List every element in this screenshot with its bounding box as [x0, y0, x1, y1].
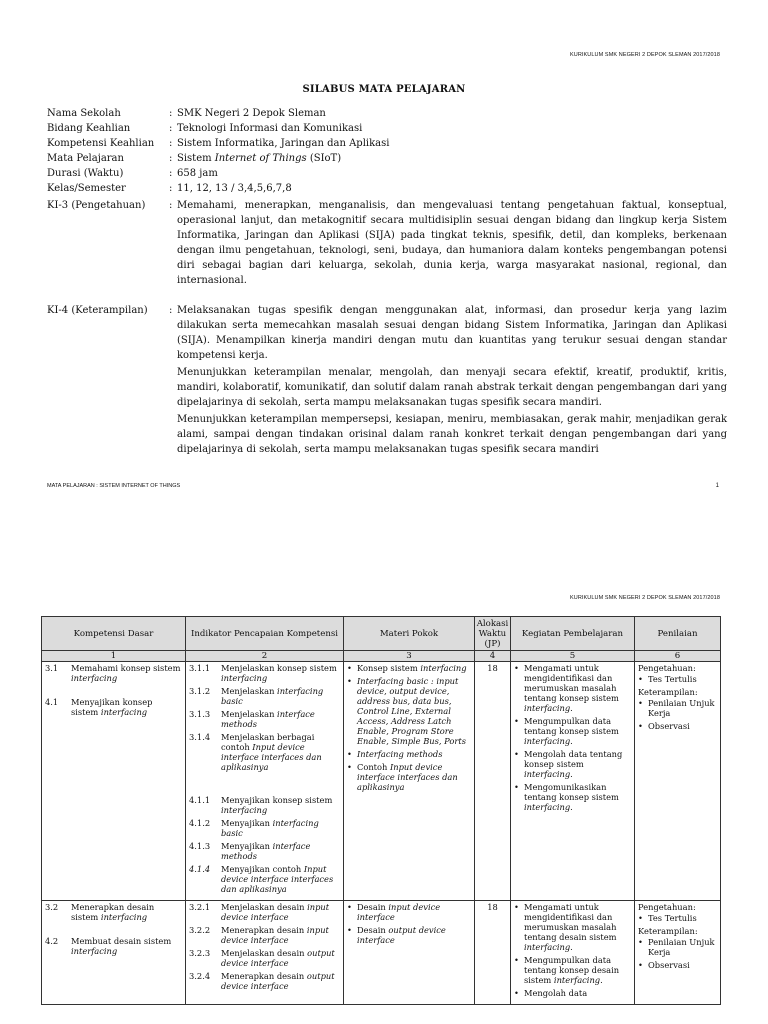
header-penilaian: Penilaian	[635, 617, 721, 651]
ki4-text	[177, 303, 727, 457]
materi-item: • Contoh Input device interface interfaces dan aplikasinya	[347, 762, 458, 792]
info-label: Mata Pelajaran	[47, 153, 124, 164]
page-gap	[0, 500, 768, 580]
page-1	[0, 0, 768, 500]
table-row	[42, 901, 721, 1005]
syllabus-table	[41, 616, 721, 1005]
header-materi-pokok: Materi Pokok	[344, 617, 475, 651]
indicator-cell	[186, 662, 344, 901]
running-header: KURIKULUM SMK NEGERI 2 DEPOK SLEMAN 2017/2018	[570, 595, 720, 601]
kd-cell	[42, 662, 186, 901]
kd-item: 3.1 Memahami konsep sistem interfacing	[45, 663, 181, 683]
materi-cell	[344, 662, 475, 901]
col-number: 3	[344, 651, 475, 662]
header-indikator: Indikator Pencapaian Kompetensi	[186, 617, 344, 651]
indicator-item: 4.1.4 Menyajikan contoh Input device interface interfaces dan aplikasinya	[189, 864, 334, 894]
col-number: 2	[186, 651, 344, 662]
col-number: 6	[635, 651, 721, 662]
page-number: 1	[715, 483, 719, 489]
info-row: Bidang Keahlian : Teknologi Informasi dan Komunikasi	[47, 121, 727, 136]
info-value: 11, 12, 13 / 3,4,5,6,7,8	[177, 183, 292, 194]
info-label: Durasi (Waktu)	[47, 168, 124, 179]
header-kegiatan: Kegiatan Pembelajaran	[511, 617, 635, 651]
kegiatan-item: • Mengolah data	[514, 988, 588, 998]
info-label: Kompetensi Keahlian	[47, 138, 155, 149]
info-value: Teknologi Informasi dan Komunikasi	[177, 123, 363, 134]
kegiatan-item: • Mengolah data tentang konsep sistem interfacing.	[514, 749, 623, 779]
kegiatan-item: • Mengumpulkan data tentang konsep desain sistem interfacing.	[514, 955, 620, 985]
indicator-item: 4.1.3 Menyajikan interface methods	[189, 841, 311, 861]
syllabus-info	[47, 106, 727, 457]
kegiatan-cell	[511, 662, 635, 901]
indicator-item: 3.2.1 Menjelaskan desain input device interface	[189, 902, 330, 922]
info-row: Durasi (Waktu) : 658 jam	[47, 166, 727, 181]
info-row: Nama Sekolah : SMK Negeri 2 Depok Sleman	[47, 106, 727, 121]
indicator-item: 3.1.1 Menjelaskan konsep sistem interfacing	[189, 663, 337, 683]
header-alokasi-waktu: Alokasi Waktu (JP)	[475, 617, 511, 651]
penilaian-item: • Tes Tertulis	[638, 913, 697, 923]
indicator-item: 4.1.1 Menyajikan konsep sistem interfacing	[189, 795, 333, 815]
jp-cell: 18	[475, 662, 511, 901]
indicator-item: 3.2.3 Menjelaskan desain output device interface	[189, 948, 335, 968]
indicator-item: 3.1.3 Menjelaskan interface methods	[189, 709, 315, 729]
info-label: KI-3 (Pengetahuan)	[47, 200, 146, 211]
info-row-ki4: KI-4 (Keterampilan) : Melaksanakan tugas spesifik dengan menggunakan alat, informasi, dan prosedur kerja yang lazim dilakukan serta memecahkan masalah sesuai dengan bidang Sistem Informatika, Jaringan dan Aplikasi (SIJA). Menampilkan kinerja mandiri dengan mutu dan kuantitas yang terukur sesuai dengan standar kompetensi kerja. Menunjukkan keterampilan menalar, mengolah, dan menyaji secara efektif, kreatif, produktif, kritis, mandiri, kolaboratif, komunikatif, dan solutif dalam ranah abstrak terkait dengan pengembangan dari yang dipelajarinya di sekolah, serta mampu melaksanakan tugas spesifik secara mandiri. Menunjukkan keterampilan mempersepsi, kesiapan, meniru, membiasakan, gerak mahir, menjadikan gerak alami, sampai dengan tindakan orisinal dalam ranah konkret terkait dengan pengembangan dari yang dipelajarinya di sekolah, serta mampu melaksanakan tugas spesifik secara mandiri	[47, 305, 727, 455]
info-value: 658 jam	[177, 168, 218, 179]
jp-cell: 18	[475, 901, 511, 1005]
col-number: 1	[42, 651, 186, 662]
running-header: KURIKULUM SMK NEGERI 2 DEPOK SLEMAN 2017/2018	[570, 52, 720, 58]
info-value: Sistem Internet of Things (SIoT)	[177, 153, 342, 164]
indicator-item: 3.1.2 Menjelaskan interfacing basic	[189, 686, 324, 706]
kd-item: 4.1 Menyajikan konsep sistem interfacing	[45, 697, 153, 717]
kd-item: 3.2 Menerapkan desain sistem interfacing	[45, 902, 155, 922]
document-title: SILABUS MATA PELAJARAN	[302, 84, 466, 95]
materi-item: • Desain output device interface	[347, 925, 446, 945]
info-value: SMK Negeri 2 Depok Sleman	[177, 108, 326, 119]
penilaian-item: • Observasi	[638, 960, 690, 970]
info-row-ki3: KI-3 (Pengetahuan) : Memahami, menerapkan, menganalisis, dan mengevaluasi tentang pengetahuan faktual, konseptual, operasional lanjut, dan metakognitif secara multidisiplin sesuai dengan bidang dan lingkup kerja Sistem Informatika, Jaringan dan Aplikasi (SIJA) pada tingkat teknis, spesifik, detil, dan kompleks, berkenaan dengan ilmu pengetahuan, teknologi, seni, budaya, dan humaniora dalam konteks pengembangan potensi diri sebagai bagian dari keluarga, sekolah, dunia kerja, warga masyarakat nasional, regional, dan internasional.	[47, 200, 727, 286]
ki4-paragraph: Menunjukkan keterampilan menalar, mengolah, dan menyaji secara efektif, kreatif, produktif, kritis, mandiri, kolaboratif, komunikatif, dan solutif dalam ranah abstrak terkait dengan pengembangan dari yang dipelajarinya di sekolah, serta mampu melaksanakan tugas spesifik secara mandiri.	[177, 367, 727, 408]
ki4-paragraph: Melaksanakan tugas spesifik dengan menggunakan alat, informasi, dan prosedur kerja yang lazim dilakukan serta memecahkan masalah sesuai dengan bidang Sistem Informatika, Jaringan dan Aplikasi (SIJA). Menampilkan kinerja mandiri dengan mutu dan kuantitas yang terukur sesuai dengan standar kompetensi kerja.	[177, 305, 727, 361]
info-value: Sistem Informatika, Jaringan dan Aplikasi	[177, 138, 390, 149]
materi-item: • Interfacing basic : input device, output device, address bus, data bus, Control Line, External Access, Address Latch Enable, Program Store Enable, Simple Bus, Ports	[347, 676, 466, 746]
materi-item: • Konsep sistem interfacing	[347, 663, 467, 673]
info-label: Nama Sekolah	[47, 108, 121, 119]
penilaian-item: • Penilaian Unjuk Kerja	[638, 937, 715, 957]
indicator-item: 3.2.2 Menerapkan desain input device interface	[189, 925, 329, 945]
header-kompetensi-dasar: Kompetensi Dasar	[42, 617, 186, 651]
materi-item: • Interfacing methods	[347, 749, 443, 759]
ki4-paragraph: Menunjukkan keterampilan mempersepsi, kesiapan, meniru, membiasakan, gerak mahir, menjadikan gerak alami, sampai dengan tindakan orisinal dalam ranah konkret terkait dengan pengembangan dari yang dipelajarinya di sekolah, serta mampu melaksanakan tugas spesifik secara mandiri	[177, 414, 727, 455]
info-label: KI-4 (Keterampilan)	[47, 305, 148, 316]
col-number: 5	[511, 651, 635, 662]
indicator-item: 3.1.4 Menjelaskan berbagai contoh Input device interface interfaces dan aplikasinya	[189, 732, 322, 772]
info-row: Kompetensi Keahlian : Sistem Informatika, Jaringan dan Aplikasi	[47, 136, 727, 151]
ki3-text: Memahami, menerapkan, menganalisis, dan mengevaluasi tentang pengetahuan faktual, konseptual, operasional lanjut, dan metakognitif secara multidisiplin sesuai dengan bidang dan lingkup kerja Sistem Informatika, Jaringan dan Aplikasi (SIJA) pada tingkat teknis, spesifik, detil, dan kompleks, berkenaan dengan ilmu pengetahuan, teknologi, seni, budaya, dan humaniora dalam konteks pengembangan potensi diri sebagai bagian dari keluarga, sekolah, dunia kerja, warga masyarakat nasional, regional, dan internasional.	[177, 200, 727, 286]
col-number: 4	[475, 651, 511, 662]
kd-cell	[42, 901, 186, 1005]
table-row	[42, 662, 721, 901]
penilaian-item: • Observasi	[638, 721, 690, 731]
indicator-item: 3.2.4 Menerapkan desain output device interface	[189, 971, 335, 991]
kegiatan-item: • Mengamati untuk mengidentifikasi dan merumuskan masalah tentang desain sistem interfacing.	[514, 902, 617, 952]
info-row: Mata Pelajaran : Sistem Internet of Things (SIoT)	[47, 151, 727, 166]
kegiatan-item: • Mengamati untuk mengidentifikasi dan merumuskan masalah tentang konsep sistem interfacing.	[514, 663, 619, 713]
materi-cell	[344, 901, 475, 1005]
info-row: Kelas/Semester : 11, 12, 13 / 3,4,5,6,7,8	[47, 181, 727, 196]
kd-item: 4.2 Membuat desain sistem interfacing	[45, 936, 172, 956]
info-label: Bidang Keahlian	[47, 123, 131, 134]
indicator-cell	[186, 901, 344, 1005]
kegiatan-item: • Mengumpulkan data tentang konsep sistem interfacing.	[514, 716, 619, 746]
kegiatan-item: • Mengomunikasikan tentang konsep sistem interfacing.	[514, 782, 619, 812]
penilaian-item: • Penilaian Unjuk Kerja	[638, 698, 715, 718]
materi-item: • Desain input device interface	[347, 902, 441, 922]
indicator-item: 4.1.2 Menyajikan interfacing basic	[189, 818, 319, 838]
kegiatan-cell	[511, 901, 635, 1005]
footer-subject: MATA PELAJARAN : SISTEM INTERNET OF THINGS	[47, 483, 181, 489]
info-label: Kelas/Semester	[47, 183, 126, 194]
penilaian-cell: Pengetahuan: • Tes Tertulis Keterampilan: • Penilaian Unjuk Kerja • Observasi	[635, 662, 721, 901]
penilaian-cell: Pengetahuan: • Tes Tertulis Keterampilan: • Penilaian Unjuk Kerja • Observasi	[635, 901, 721, 1005]
penilaian-item: • Tes Tertulis	[638, 674, 697, 684]
